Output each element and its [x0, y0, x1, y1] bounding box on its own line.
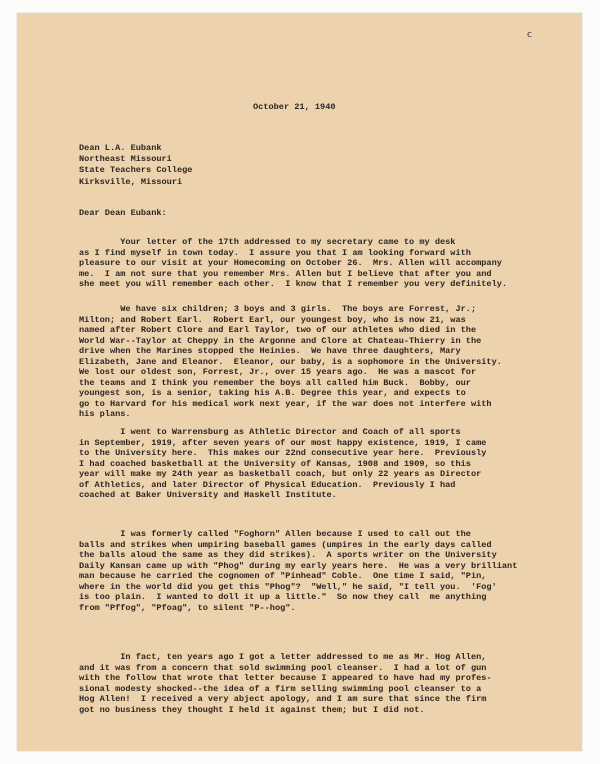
paragraph-line: World War--Taylor at Cheppy in the Argonne and Clore at Chateau-Thierry in the — [79, 335, 482, 346]
paragraph-line: I was formerly called "Foghorn" Allen because I used to call out the — [79, 529, 471, 539]
paragraph-line: she meet you will remember each other. I know that I remember you very definitely. — [79, 279, 508, 290]
paragraph-line: We have six children; 3 boys and 3 girls. The boys are Forrest, Jr.; — [79, 304, 477, 314]
paragraph-line: his plans. — [79, 409, 131, 420]
paragraph-line: year will make my 24th year as basketball coach, but only 22 years as Director — [79, 469, 482, 480]
letter-date: October 21, 1940 — [253, 102, 336, 112]
paragraph-line: In fact, ten years ago I got a letter addressed to me as Mr. Hog Allen, — [79, 652, 487, 662]
paragraph-line: from "Pffog", "Pfoag", to silent "P--hog". — [79, 602, 296, 613]
paragraph-line: in September, 1919, after seven years of our most happy existence, 1919, I came — [79, 437, 487, 448]
paragraph-line: I went to Warrensburg as Athletic Director and Coach of all sports — [79, 427, 461, 437]
body-paragraph — [79, 427, 486, 501]
paragraph-line: got no business they thought I held it against them; but I did not. — [79, 704, 425, 715]
paragraph-line: where in the world did you get this "Phog"? "Well," he said, "I tell you. 'Fog' — [79, 581, 497, 592]
paragraph-line: Your letter of the 17th addressed to my secretary came to my desk — [79, 237, 456, 247]
address-line: State Teachers College — [79, 165, 193, 176]
paragraph-line: man because he carried the cognomen of "Pinhead" Coble. One time I said, "Pin, — [79, 571, 487, 582]
paragraph-line: Milton; and Robert Earl. Robert Earl, our youngest boy, who is now 21, was — [79, 314, 466, 325]
paragraph-line: with the follow that wrote that letter because I appeared to have had my profes- — [79, 673, 492, 684]
address-line: Dean L.A. Eubank — [79, 143, 162, 153]
paragraph-line: balls and strikes when umpiring baseball games (umpires in the early days called — [79, 539, 492, 550]
salutation: Dear Dean Eubank: — [79, 208, 167, 218]
paragraph-line: the balls aloud the same as they did strikes). A sports writer on the University — [79, 550, 497, 561]
body-paragraph — [79, 529, 517, 613]
body-paragraph — [79, 237, 507, 290]
paragraph-line: drive when the Marines stopped the Heinies. We have three daughters, Mary — [79, 346, 461, 357]
body-paragraph — [79, 652, 492, 715]
paragraph-line: as I find myself in town today. I assure you that I am looking forward with — [79, 247, 471, 258]
paragraph-line: is too plain. I wanted to doll it up a little." So now they call me anything — [79, 592, 487, 603]
paragraph-line: We lost our oldest son, Forrest, Jr., over 15 years ago. He was a mascot for — [79, 367, 477, 378]
paragraph-line: Daily Kansan came up with "Phog" during my early years here. He was a very brilliant — [79, 560, 518, 571]
paragraph-line: the teams and I think you remember the boys all called him Buck. Bobby, our — [79, 377, 471, 388]
paragraph-line: go to Harvard for his medical work next year, if the war does not interfere with — [79, 398, 492, 409]
address-line: Kirksville, Missouri — [79, 176, 183, 187]
paragraph-line: of Athletics, and later Director of Physical Education. Previously I had — [79, 479, 456, 490]
paragraph-line: and it was from a concern that sold swimming pool cleanser. I had a lot of gun — [79, 662, 487, 673]
paragraph-line: sional modesty shocked--the idea of a firm selling swimming pool cleanser to a — [79, 683, 482, 694]
corner-mark: c — [527, 30, 532, 40]
paragraph-line: pleasure to our visit at your Homecoming on October 26. Mrs. Allen will accompany — [79, 258, 502, 269]
paragraph-line: named after Robert Clore and Earl Taylor, two of our athletes who died in the — [79, 325, 477, 336]
paragraph-line: coached at Baker University and Haskell Institute. — [79, 490, 337, 501]
paragraph-line: Hog Allen! I received a very abject apology, and I am sure that since the firm — [79, 694, 487, 705]
recipient-address — [79, 143, 192, 188]
paragraph-line: me. I am not sure that you remember Mrs. Allen but I believe that after you and — [79, 268, 492, 279]
address-line: Northeast Missouri — [79, 154, 172, 165]
body-paragraph — [79, 304, 502, 420]
paragraph-line: I had coached basketball at the University of Kansas, 1908 and 1909, so this — [79, 458, 471, 469]
paragraph-line: youngest son, is a senior, taking his A.B. Degree this year, and expects to — [79, 388, 466, 399]
paragraph-line: to the University here. This makes our 22nd consecutive year here. Previously — [79, 448, 487, 459]
paragraph-line: Elizabeth, Jane and Eleanor. Eleanor, our baby, is a sophomore in the University. — [79, 356, 502, 367]
